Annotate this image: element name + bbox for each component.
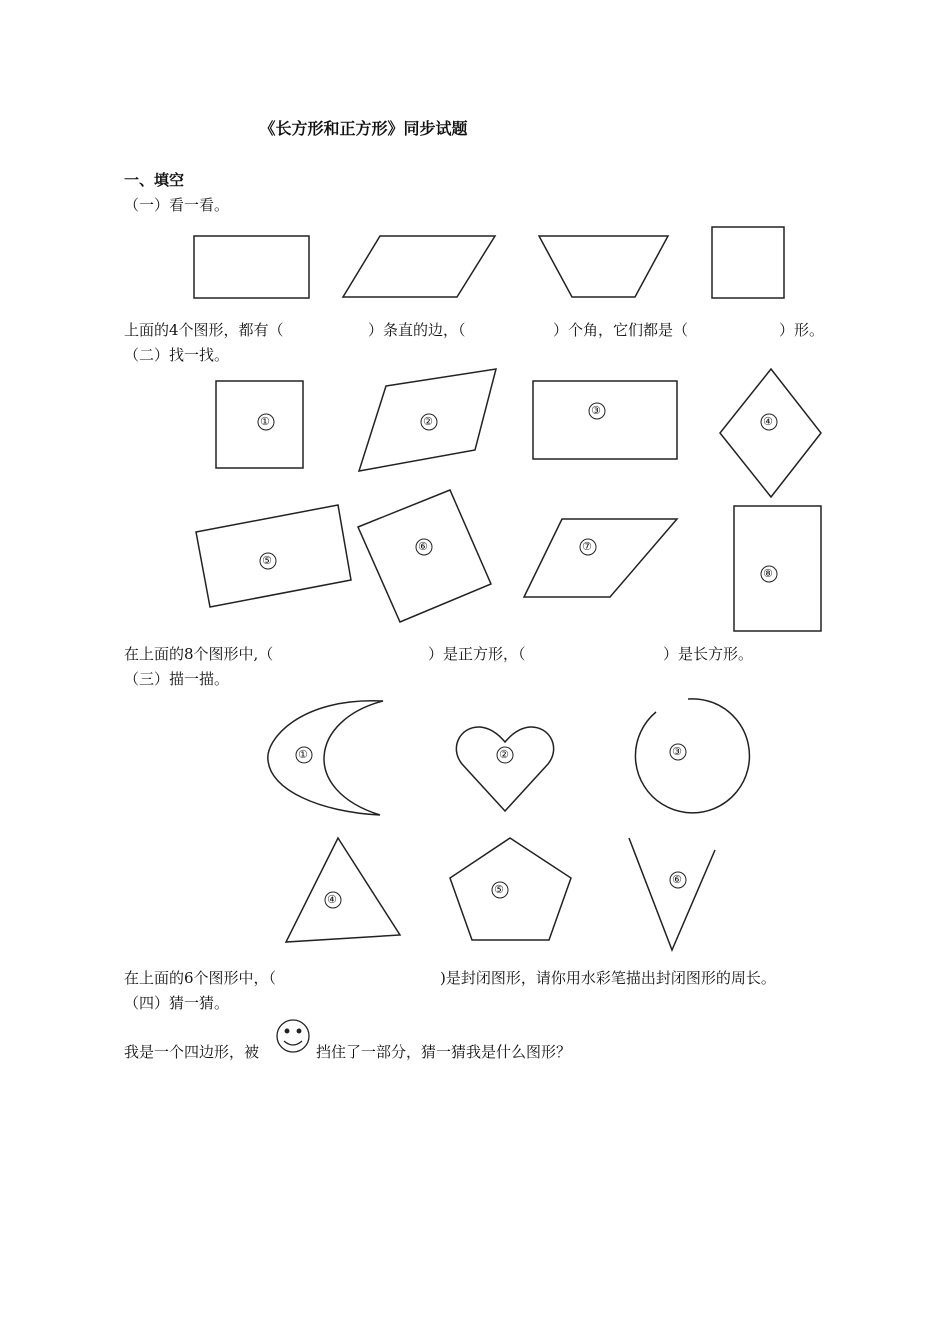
q3-open-circle-shape [635,699,749,813]
q3-crescent-shape [268,701,383,815]
q3-triangle-shape [286,838,400,942]
q4-heading: （四）猜一猜。 [124,994,230,1012]
section-heading: 一、填空 [124,171,185,189]
q2-label-8: ⑧ [763,567,773,580]
q3-v-shape [629,838,715,950]
q2-shape-6 [358,490,491,622]
q1-square-shape [712,227,784,298]
q1-heading: （一）看一看。 [124,196,230,214]
q2-label-7: ⑦ [582,540,592,553]
q1-parallelogram-shape [343,236,495,297]
q2-shape-8 [734,506,821,631]
q3-label-4: ④ [327,893,337,906]
q2-shape-3 [533,381,677,459]
q2-text-b: ）是正方形，（ [428,645,526,663]
q1-trapezoid-shape [539,236,668,297]
q3-heading: （三）描一描。 [124,670,230,688]
q3-pentagon-shape [450,838,571,940]
q2-shape-5 [196,505,351,607]
q2-text-a: 在上面的8个图形中,（ [124,645,274,663]
q2-label-6: ⑥ [418,540,428,553]
q3-label-6: ⑥ [672,873,682,886]
q2-text-c: ）是长方形。 [663,645,754,663]
q4-text-a: 我是一个四边形，被 [124,1043,260,1061]
page-title: 《长方形和正方形》同步试题 [259,119,468,138]
q1-rectangle-shape [194,236,309,298]
q2-label-5: ⑤ [262,554,272,567]
smiley-face-icon [277,1020,309,1052]
q3-label-2: ② [499,748,509,761]
q3-text-b: )是封闭图形，请你用水彩笔描出封闭图形的周长。 [440,969,776,987]
q1-text-c: ）个角，它们都是（ [553,321,689,339]
q2-label-1: ① [260,415,270,428]
q3-heart-shape [456,727,553,811]
q2-label-3: ③ [591,404,601,417]
q3-label-1: ① [298,748,308,761]
q3-label-3: ③ [672,745,682,758]
q4-text-b: 挡住了一部分，猜一猜我是什么图形？ [316,1043,572,1061]
q1-text-d: ）形。 [779,321,825,339]
q2-shape-4 [720,369,821,497]
q2-label-2: ② [423,415,433,428]
q1-text-a: 上面的4个图形，都有（ [124,321,284,339]
q2-label-4: ④ [763,415,773,428]
q2-shape-7 [524,519,677,597]
q2-heading: （二）找一找。 [124,346,230,364]
q3-label-5: ⑤ [494,883,504,896]
q3-text-a: 在上面的6个图形中，（ [124,969,277,987]
q1-text-b: ）条直的边，（ [368,321,466,339]
